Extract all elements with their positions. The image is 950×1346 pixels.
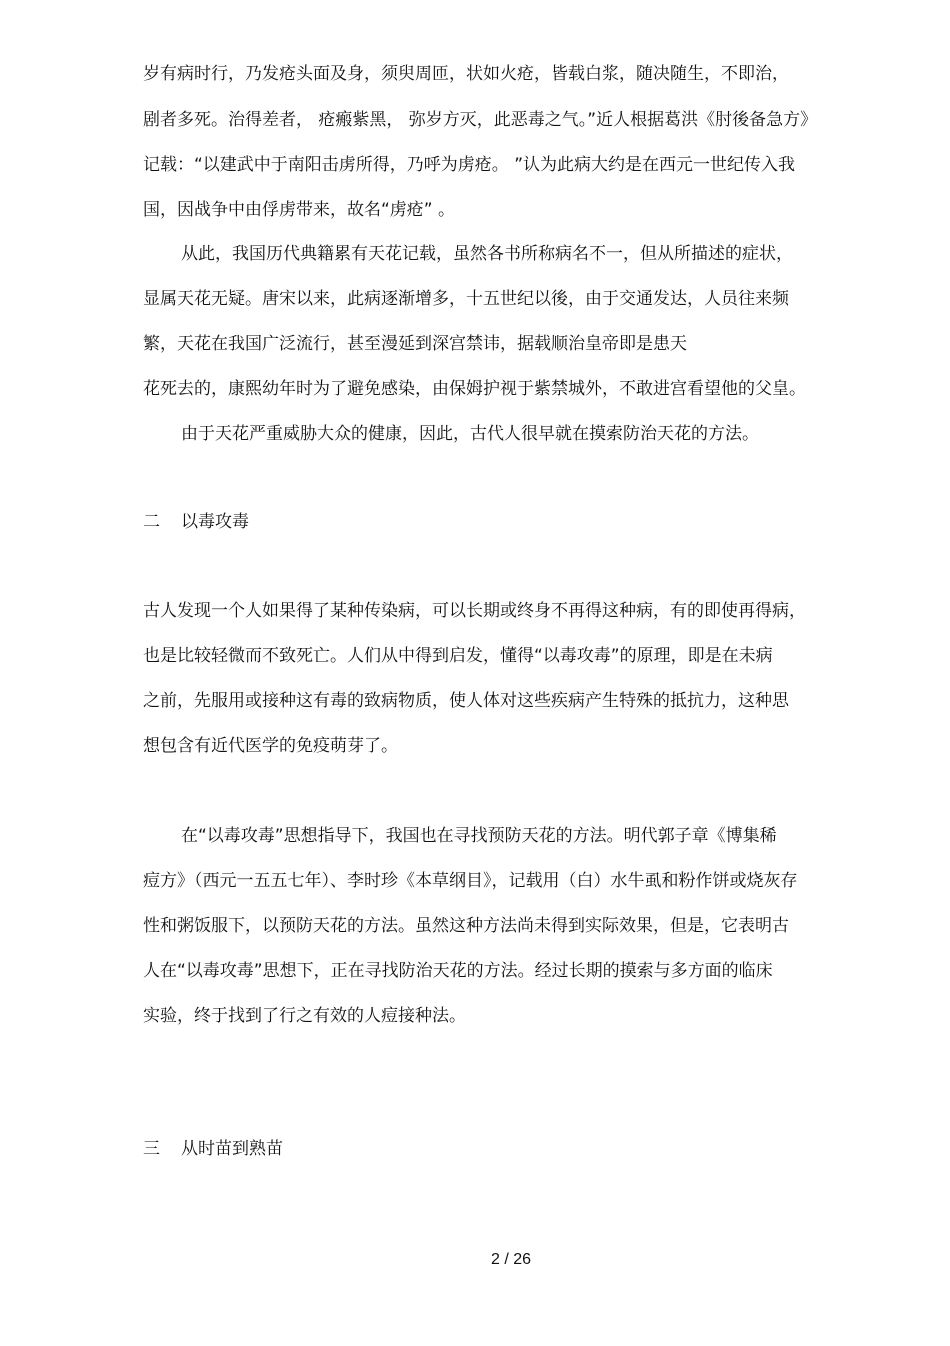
text-line: 显属天花无疑。唐宋以来，此病逐渐增多，十五世纪以後，由于交通发达，人员往来频: [143, 289, 789, 309]
section-title: 从时苗到熟苗: [181, 1139, 283, 1159]
text-line: 在“以毒攻毒”思想指导下，我国也在寻找预防天花的方法。明代郭子章《博集稀: [181, 826, 777, 846]
text-line: 之前，先服用或接种这有毒的致病物质，使人体对这些疾病产生特殊的抵抗力，这种思: [143, 691, 789, 711]
section-heading-3: [143, 1138, 283, 1160]
text-line: 由于天花严重威胁大众的健康，因此，古代人很早就在摸索防治天花的方法。: [181, 424, 759, 444]
text-line: 古人发现一个人如果得了某种传染病，可以长期或终身不再得这种病，有的即使再得病，: [143, 601, 806, 621]
text-line: 国，因战争中由俘虏带来，故名“虏疮” 。: [143, 200, 456, 220]
section-title: 以毒攻毒: [181, 512, 249, 532]
text-line: 痘方》（西元一五五七年）、李时珍《本草纲目》，记载用（白）水牛虱和粉作饼或烧灰存: [143, 871, 798, 891]
text-line: 性和粥饭服下，以预防天花的方法。虽然这种方法尚未得到实际效果，但是，它表明古: [143, 916, 789, 936]
text-line: 记载：“以建武中于南阳击虏所得，乃呼为虏疮。 ”认为此病大约是在西元一世纪传入我: [143, 155, 796, 175]
text-line: 从此，我国历代典籍累有天花记载，虽然各书所称病名不一，但从所描述的症状，: [181, 244, 793, 264]
text-line: 也是比较轻微而不致死亡。人们从中得到启发，懂得“以毒攻毒”的原理，即是在未病: [143, 646, 773, 666]
text-line: 花死去的，康熙幼年时为了避免感染，由保姆护视于紫禁城外，不敢进宫看望他的父皇。: [143, 379, 806, 399]
text-line: 剧者多死。治得差者， 疮瘢紫黑， 弥岁方灭，此恶毒之气。”近人根据葛洪《肘後备急方》: [143, 110, 818, 130]
section-number: 二: [143, 512, 160, 532]
text-line: 实验，终于找到了行之有效的人痘接种法。: [143, 1006, 466, 1026]
text-line: 岁有病时行，乃发疮头面及身，须臾周匝，状如火疮，皆载白浆，随决随生，不即治，: [143, 64, 789, 84]
section-heading-2: [143, 511, 249, 533]
text-line: 人在“以毒攻毒”思想下，正在寻找防治天花的方法。经过长期的摸索与多方面的临床: [143, 961, 773, 981]
page-number: 2 / 26: [490, 1251, 532, 1268]
section-number: 三: [143, 1139, 160, 1159]
text-line: 想包含有近代医学的免疫萌芽了。: [143, 736, 398, 756]
text-line: 繁，天花在我国广泛流行，甚至漫延到深宫禁讳，据载顺治皇帝即是患天: [143, 334, 687, 354]
